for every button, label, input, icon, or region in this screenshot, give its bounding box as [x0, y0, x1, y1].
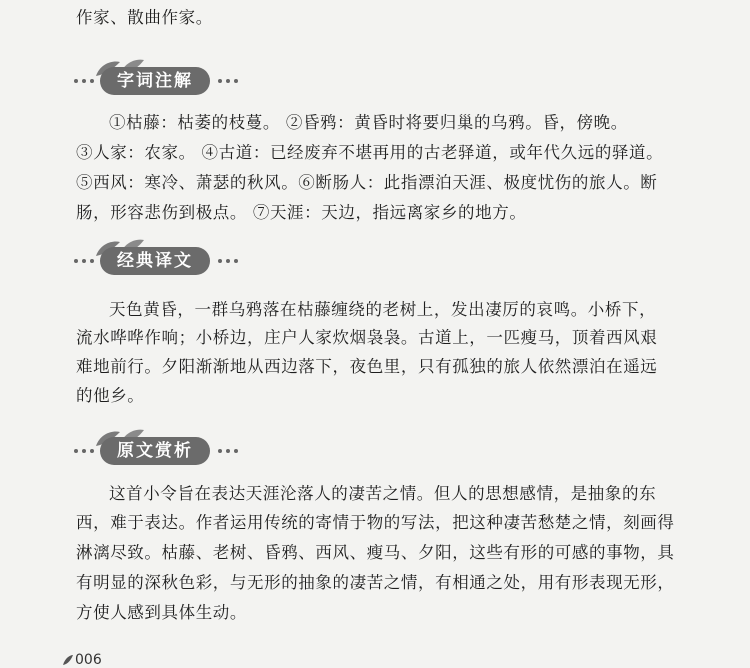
section-title: 原文赏析	[100, 437, 210, 465]
dot-divider-icon	[72, 77, 98, 85]
paragraph-line: ①枯藤：枯萎的枝蔓。 ②昏鸦：黄昏时将要归巢的乌鸦。昏，傍晚。	[109, 113, 628, 132]
paragraph-line: 肠，形容悲伤到极点。 ⑦天涯：天边，指远离家乡的地方。	[76, 203, 527, 222]
dot-divider-icon	[216, 77, 242, 85]
intro-line: 作家、散曲作家。	[76, 8, 213, 27]
section-header-translation	[72, 236, 242, 280]
paragraph-line: ③人家：农家。 ④古道：已经废弃不堪再用的古老驿道，或年代久远的驿道。	[76, 143, 664, 162]
paragraph-line: 淋漓尽致。枯藤、老树、昏鸦、西风、瘦马、夕阳，这些有形的可感的事物，具	[76, 543, 675, 562]
paragraph-line: 天色黄昏，一群乌鸦落在枯藤缠绕的老树上，发出凄厉的哀鸣。小桥下，	[109, 300, 657, 319]
paragraph-line: 有明显的深秋色彩，与无形的抽象的凄苦之情，有相通之处，用有形表现无形，	[76, 573, 675, 592]
paragraph-line: 的他乡。	[76, 386, 145, 405]
dot-divider-icon	[216, 257, 242, 265]
section-title: 经典译文	[100, 247, 210, 275]
paragraph-line: 这首小令旨在表达天涯沦落人的凄苦之情。但人的思想感情，是抽象的东	[109, 484, 657, 503]
paragraph-line: ⑤西风：寒冷、萧瑟的秋风。⑥断肠人：此指漂泊天涯、极度忧伤的旅人。断	[76, 173, 658, 192]
paragraph-line: 难地前行。夕阳渐渐地从西边落下，夜色里，只有孤独的旅人依然漂泊在遥远	[76, 357, 658, 376]
paragraph-line: 流水哗哗作响；小桥边，庄户人家炊烟袅袅。古道上，一匹瘦马，顶着西风艰	[76, 328, 658, 347]
leaf-icon	[62, 654, 74, 666]
paragraph-line: 西，难于表达。作者运用传统的寄情于物的写法，把这种凄苦愁楚之情，刻画得	[76, 513, 675, 532]
section-title: 字词注解	[100, 67, 210, 95]
section-header-analysis	[72, 426, 242, 470]
page-number-text: 006	[75, 652, 102, 668]
dot-divider-icon	[216, 447, 242, 455]
paragraph-line: 方使人感到具体生动。	[76, 603, 247, 622]
dot-divider-icon	[72, 257, 98, 265]
section-header-notes	[72, 56, 242, 100]
dot-divider-icon	[72, 447, 98, 455]
